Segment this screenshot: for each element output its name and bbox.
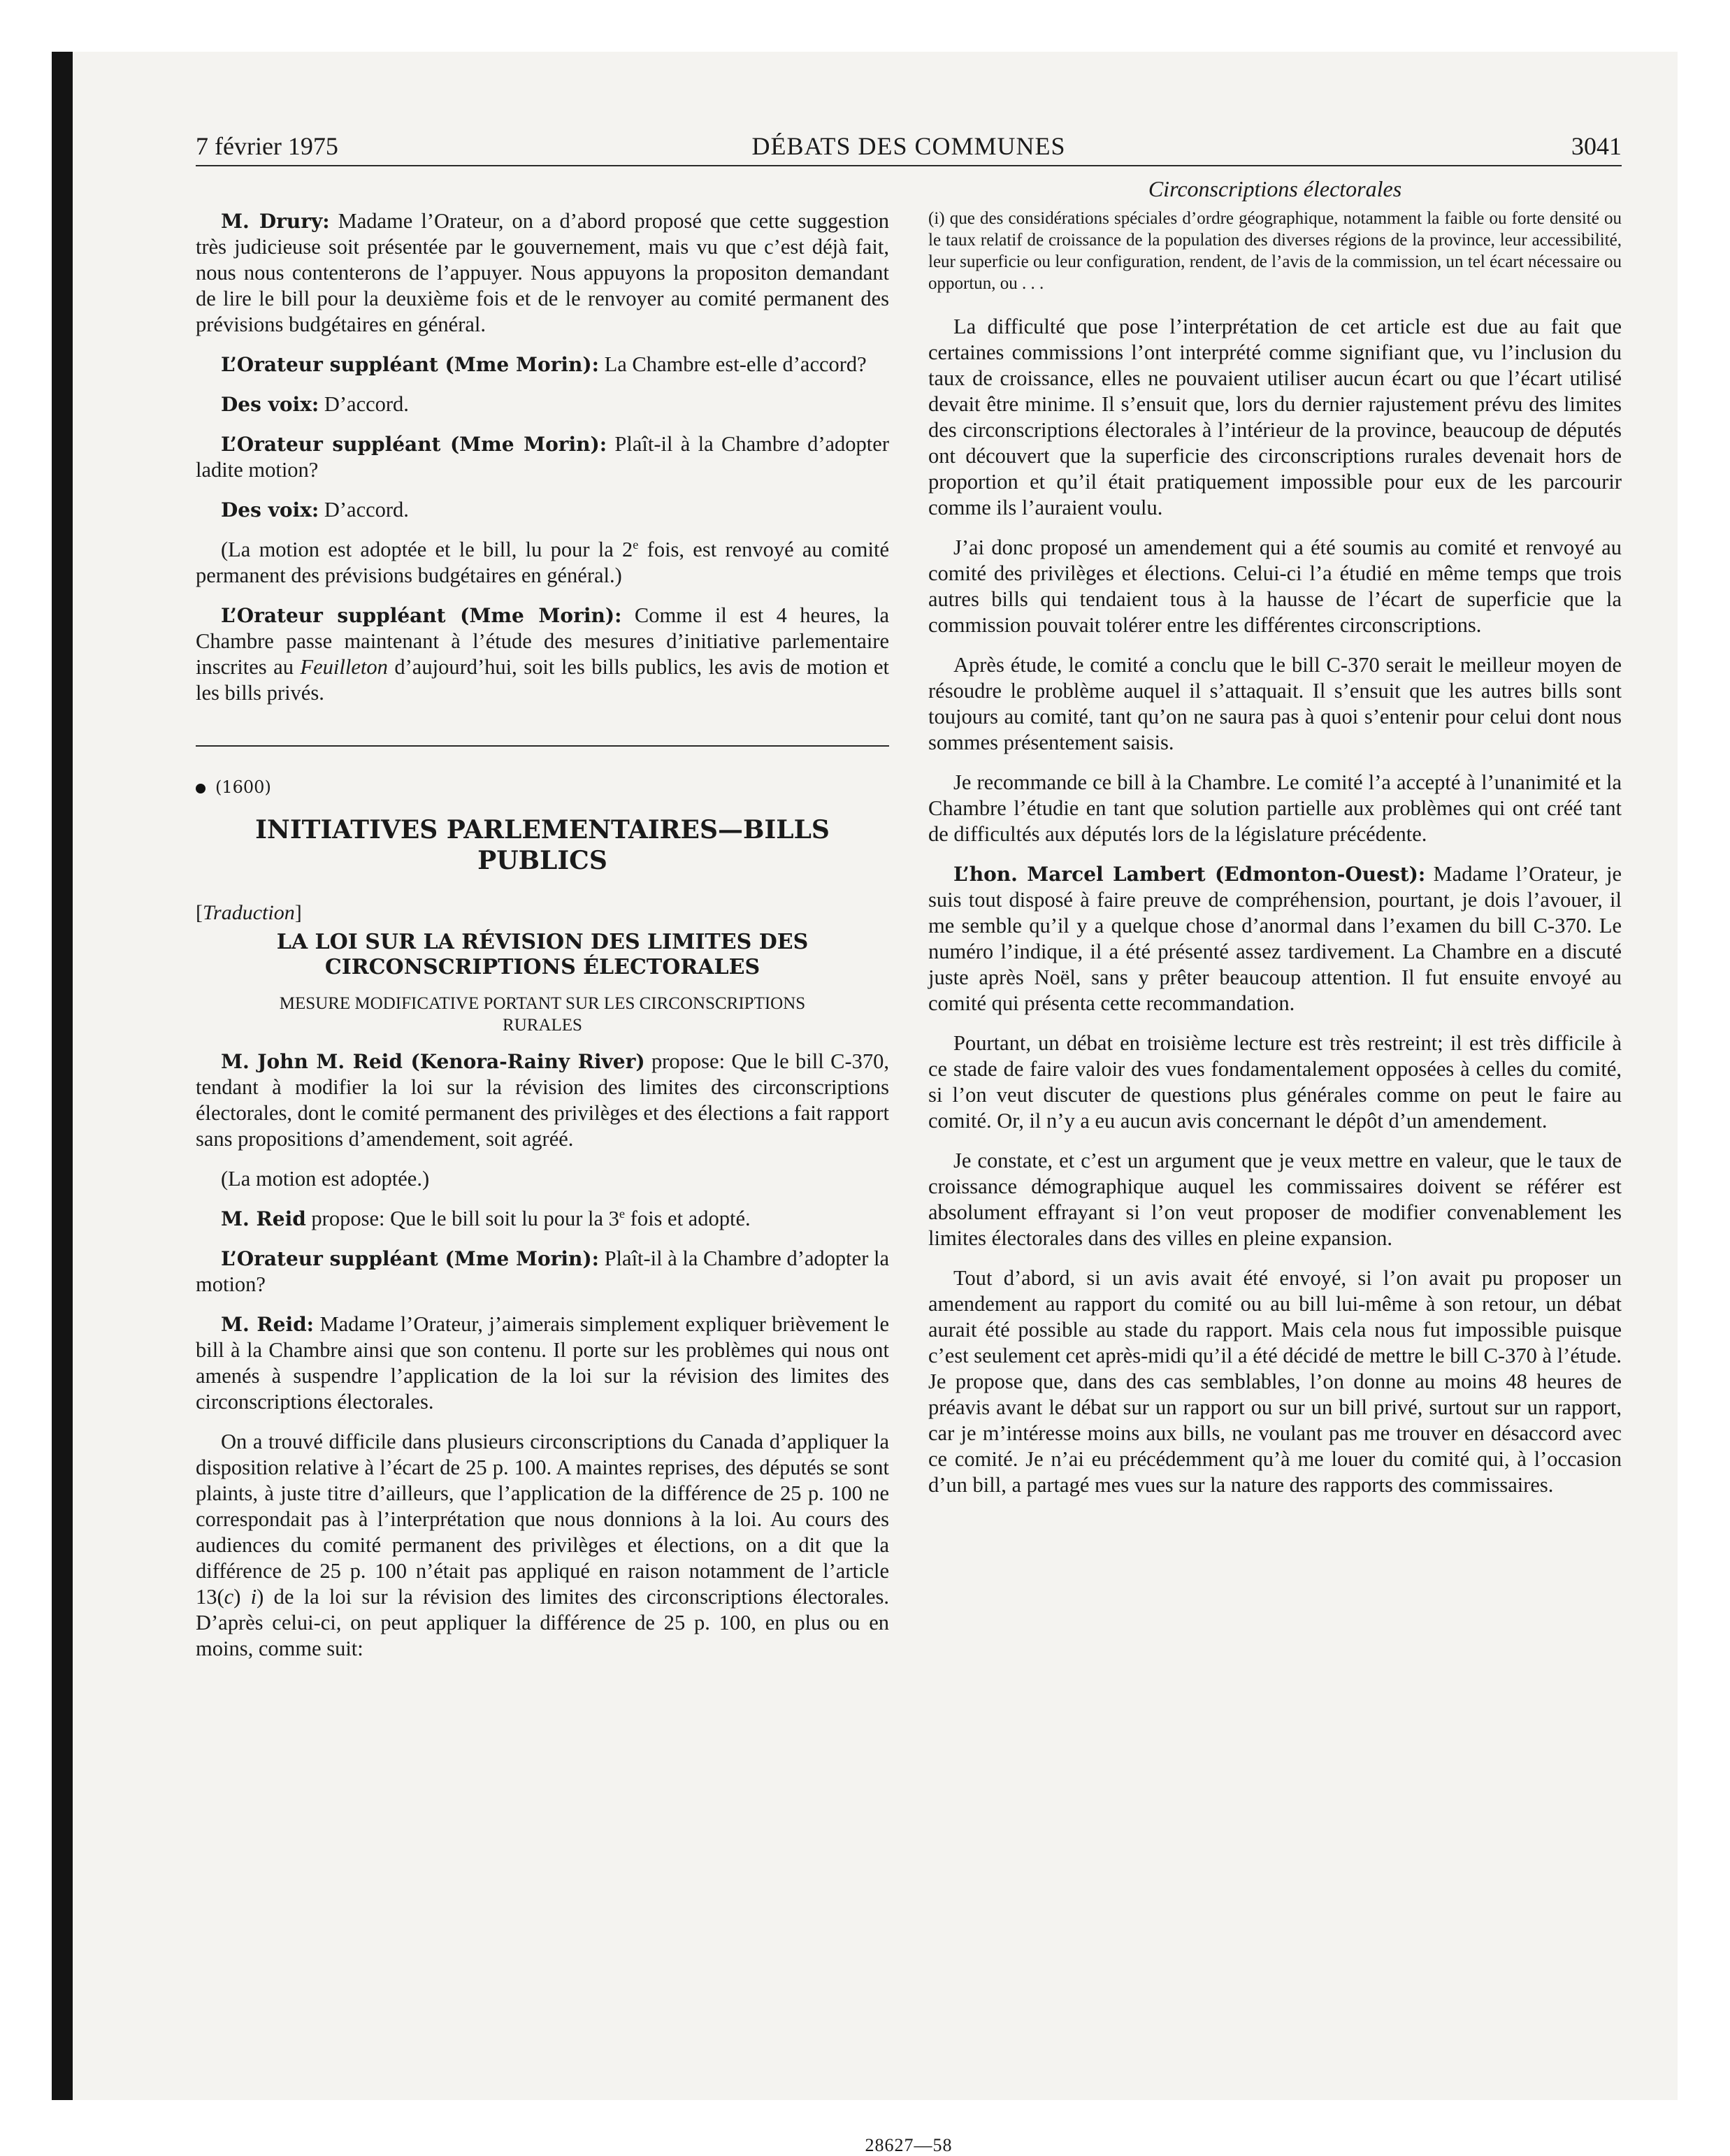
paragraph: Des voix: D’accord. bbox=[221, 498, 409, 522]
paragraph: Je constate, et c’est un argument que je veux mettre en valeur, que le taux de croissance démographique auquel les commissaires doivent se référer est absolument effrayant si l’on veut proposer de modifier convenablement les limites électorales dans des villes en pleine expansion. bbox=[928, 1149, 1622, 1250]
speaker-name: M. Reid bbox=[221, 1207, 306, 1230]
paragraph: Après étude, le comité a conclu que le bill C-370 serait le meilleur moyen de résoudre le problème auquel il s’attaquait. Il s’ensuit que les autres bills sont toujours au comité, tant qu’on ne saura pas à quoi s’entenir pour celui dont nous sommes présentement saisis. bbox=[928, 653, 1622, 754]
paragraph: M. Drury: Madame l’Orateur, on a d’abord proposé que cette suggestion très judicieuse soit présentée par le gouvernement, mais vu que c’est déjà fait, nous nous contenterons de l’appuyer. Nous appuyons la propositon demandant de lire le bill pour la deuxième fois et de le renvoyer au comité permanent des prévisions budgétaires en général. bbox=[196, 209, 889, 336]
paragraph: L’hon. Marcel Lambert (Edmonton-Ouest): Madame l’Orateur, je suis tout disposé à faire preuve de compréhension, pourtant, je dois l’avouer, il me semble qu’il y a quelque chose d’anormal dans l’examen du bill C-370. Le numéro l’indique, il a été présenté assez tardivement. La Chambre en a discuté juste après Noël, sans y prêter beaucoup attention. Il fut ensuite envoyé au comité qui présenta cette recommandation. bbox=[928, 862, 1622, 1015]
translation-label: [Traduction] bbox=[196, 901, 302, 924]
bullet-icon bbox=[196, 784, 206, 793]
speaker-name: L’hon. Marcel Lambert (Edmonton-Ouest): bbox=[953, 863, 1426, 886]
speaker-name: L’Orateur suppléant (Mme Morin): bbox=[221, 1247, 599, 1270]
subsubsection-title: MESURE MODIFICATIVE PORTANT SUR LES CIRCONSCRIPTIONS RURALES bbox=[279, 994, 806, 1035]
speaker-name: Des voix: bbox=[221, 393, 319, 416]
paragraph: M. John M. Reid (Kenora-Rainy River) propose: Que le bill C-370, tendant à modifier la loi sur la révision des limites des circonscriptions électorales, dont le comité permanent des privilèges et des élections a fait rapport sans propositions d’amendement, soit agréé. bbox=[196, 1049, 889, 1151]
speaker-name: M. Reid: bbox=[221, 1313, 314, 1336]
speaker-name: M. Drury: bbox=[221, 210, 330, 233]
paragraph: (La motion est adoptée.) bbox=[221, 1167, 430, 1191]
paragraph: On a trouvé difficile dans plusieurs circonscriptions du Canada d’appliquer la disposition relative à l’écart de 25 p. 100. A maintes reprises, des députés se sont plaints, à juste titre d’ailleurs, que l’application de la différence de 25 p. 100 ne correspondait pas à l’interprétation que nous donnions à la loi. Au cours des audiences du comité permanent des privilèges et élections, on a dit que la différence de 25 p. 100 n’était pas appliqué en raison notamment de l’article 13(c) i) de la loi sur la révision des limites des circonscriptions électorales. D’après celui-ci, on peut appliquer la différence de 25 p. 100, en plus ou en moins, comme suit: bbox=[196, 1430, 889, 1660]
quoted-statute: (i) que des considérations spéciales d’ordre géographique, notamment la faible ou forte densité ou le taux relatif de croissance de la population des diverses régions de la province, leur accessibilité, leur superficie ou leur configuration, rendent, de l’avis de la commission, un tel écart nécessaire ou opportun, ou . . . bbox=[928, 209, 1622, 293]
paragraph: L’Orateur suppléant (Mme Morin): Plaît-il à la Chambre d’adopter la motion? bbox=[196, 1246, 889, 1296]
paragraph: Je recommande ce bill à la Chambre. Le comité l’a accepté à l’unanimité et la Chambre l’étudie en tant que solution partielle aux problèmes qui ont créé tant de difficultés aux députés lors de la législature précédente. bbox=[928, 770, 1622, 846]
paragraph: L’Orateur suppléant (Mme Morin): La Chambre est-elle d’accord? bbox=[221, 352, 867, 376]
section-title: INITIATIVES PARLEMENTAIRES—BILLS PUBLICS bbox=[255, 815, 830, 875]
header-page-number: 3041 bbox=[1571, 132, 1622, 160]
paragraph: Des voix: D’accord. bbox=[221, 392, 409, 416]
left-column bbox=[196, 208, 889, 1676]
speaker-name: L’Orateur suppléant (Mme Morin): bbox=[221, 433, 607, 456]
paragraph: (La motion est adoptée et le bill, lu pour la 2e fois, est renvoyé au comité permanent des prévisions budgétaires en général.) bbox=[196, 537, 889, 587]
speaker-name: M. John M. Reid (Kenora-Rainy River) bbox=[221, 1050, 645, 1073]
column-heading: Circonscriptions électorales bbox=[1148, 176, 1402, 201]
speaker-name: L’Orateur suppléant (Mme Morin): bbox=[221, 353, 599, 376]
document-page bbox=[196, 126, 1622, 2155]
paragraph: La difficulté que pose l’interprétation de cet article est due au fait que certaines commissions l’ont interprété comme signifiant que, vu l’inclusion du taux de croissance, elles ne pouvaient utiliser aucun écart ou que l’écart utilisé devait être minime. Il s’ensuit que, lors du dernier rajustement prévu des limites des circonscriptions électorales à l’intérieur de la province, beaucoup de députés ont découvert que la superficie des circonscriptions rurales devenait hors de proportion et qu’il était pratiquement impossible pour eux de les parcourir comme ils l’auraient voulu. bbox=[928, 315, 1622, 519]
time-marker: (1600) bbox=[196, 775, 889, 800]
paragraph: J’ai donc proposé un amendement qui a été soumis au comité et renvoyé au comité des privilèges et élections. Celui-ci l’a étudié en même temps que trois autres bills qui tendaient tous à la hausse de l’écart de superficie que la commission pouvait tolérer entre les différentes circonscriptions. bbox=[928, 536, 1622, 637]
paragraph: M. Reid propose: Que le bill soit lu pour la 3e fois et adopté. bbox=[221, 1206, 751, 1230]
paragraph: M. Reid: Madame l’Orateur, j’aimerais simplement expliquer brièvement le bill à la Chambre ainsi que son contenu. Il porte sur les problèmes qui nous ont amenés à suspendre l’application de la loi sur la révision des limites des circonscriptions électorales. bbox=[196, 1312, 889, 1414]
paragraph: L’Orateur suppléant (Mme Morin): Plaît-il à la Chambre d’adopter ladite motion? bbox=[196, 432, 889, 482]
paragraph: L’Orateur suppléant (Mme Morin): Comme il est 4 heures, la Chambre passe maintenant à l’étude des mesures d’initiative parlementaire inscrites au Feuilleton d’aujourd’hui, soit les bills publics, les avis de motion et les bills privés. bbox=[196, 603, 889, 705]
scan-edge-shadow bbox=[52, 52, 73, 2100]
header-date: 7 février 1975 bbox=[196, 132, 338, 160]
page-footer-code: 28627—58 bbox=[865, 2135, 953, 2155]
right-column bbox=[928, 176, 1622, 1676]
subsection-title: LA LOI SUR LA RÉVISION DES LIMITES DES CIRCONSCRIPTIONS ÉLECTORALES bbox=[276, 930, 809, 979]
paragraph: Tout d’abord, si un avis avait été envoyé, si l’on avait pu proposer un amendement au rapport du comité ou au bill lui-même à son retour, un débat aurait été possible au stade du rapport. Mais cela nous fut impossible puisque c’est seulement cet après-midi qu’il a été décidé de mettre le bill C-370 à l’étude. Je propose que, dans des cas semblables, l’on donne au moins 48 heures de préavis avant le débat sur un rapport ou sur un bill privé, surtout sur un rapport, car je m’intéresse moins aux bills, ne voulant pas me trouver en désaccord avec ce comité. Je n’ai eu précédemment qu’à me louer du comité qui, à l’occasion d’un bill, a partagé mes vues sur la nature des rapports des commissaires. bbox=[928, 1266, 1622, 1497]
speaker-name: Des voix: bbox=[221, 498, 319, 522]
paragraph: Pourtant, un débat en troisième lecture est très restreint; il est très difficile à ce stade de faire valoir des vues fondamentalement opposées à celles du comité, si l’on veut discuter de questions plus générales comme on peut le faire au comité. Or, il n’y a eu aucun avis concernant le dépôt d’un amendement. bbox=[928, 1031, 1622, 1133]
section-divider bbox=[196, 745, 889, 747]
speaker-name: L’Orateur suppléant (Mme Morin): bbox=[221, 604, 622, 627]
running-header bbox=[196, 126, 1622, 166]
two-column-body bbox=[196, 176, 1622, 1676]
header-title: DÉBATS DES COMMUNES bbox=[751, 132, 1066, 160]
